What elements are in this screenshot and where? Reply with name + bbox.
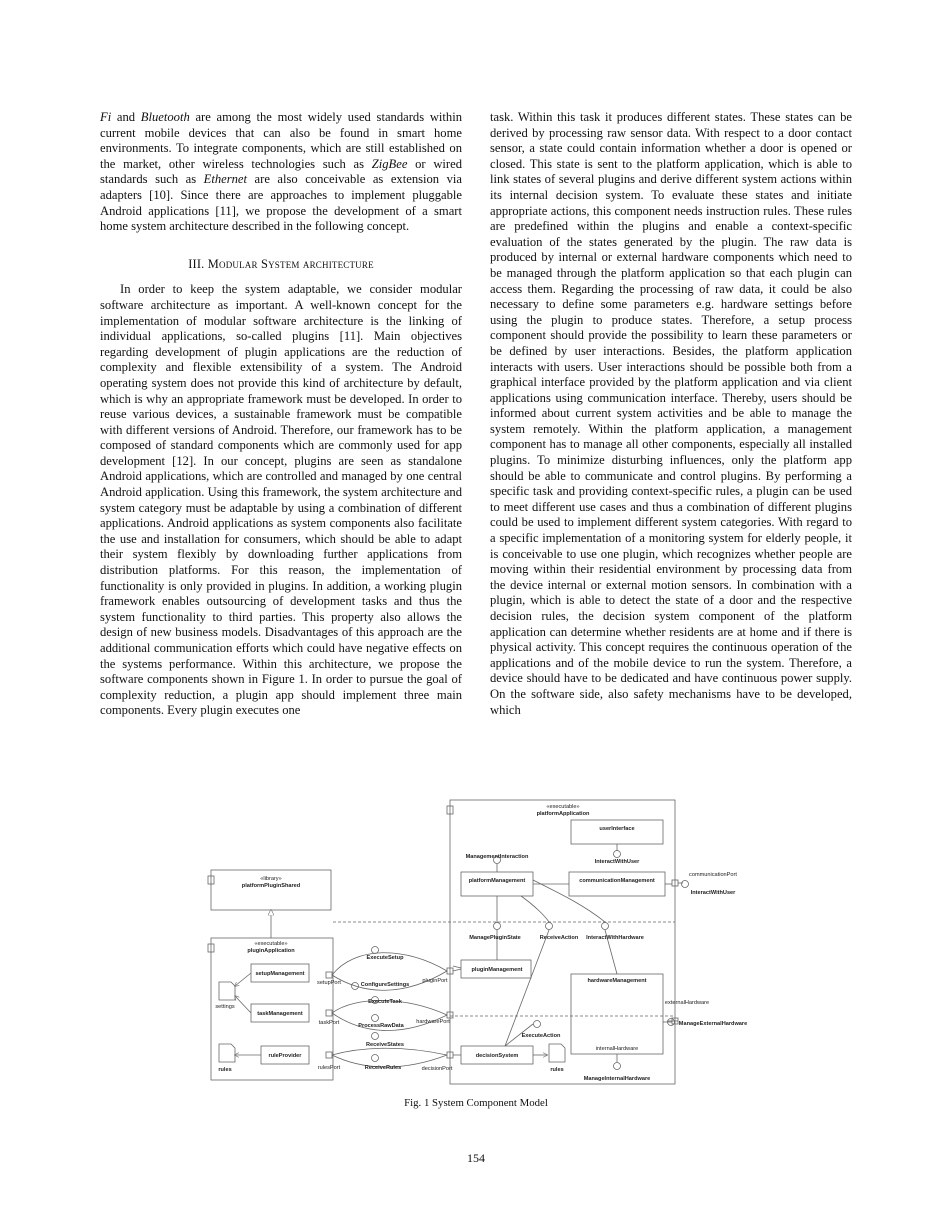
fig-process-raw-data: ProcessRawData [358,1023,404,1029]
fig-stereotype-plugin: «executable» [254,941,288,947]
hardware-management-box [571,974,663,1054]
fig-communication-port: communicationPort [689,872,737,878]
section-heading [100,257,462,273]
fig-decision-system: decisionSystem [475,1053,519,1059]
fig-platform-plugin-shared: platformPluginShared [241,883,301,889]
fig-management-interaction: ManagementInteraction [465,854,529,860]
fig-configure-settings: ConfigureSettings [360,982,410,988]
fig-interact-with-user-ext: InteractWithUser [690,890,736,896]
fig-interact-with-hardware: InteractWithHardware [586,935,644,941]
italic-term: Bluetooth [140,110,190,124]
section-paragraph: In order to keep the system adaptable, we consider modular software architecture as important. A well-known concept for the implementation of modular software architecture is the linking of individual applications, so-called plugins [11]. Main objectives regarding development of plugin applications are the reduction of complexity and flexible extensibility of a system. The Android operating system does not provide this kind of architecture by default, which is why an appropriate framework must be developed. In order to reuse various devices, a sustainable framework must be compatible with different versions of Android. Therefore, our framework has to be composed of standard components which are commonly used for app development [12]. In our concept, plugins are seen as standalone Android applications, which are controlled and managed by one central Android application. Using this framework, the system architecture and system category must be adaptable by using a combination of different applications. Android applications as system components also facilitate the use and installation for consumers, which should be able to adapt their system flexibly by downloading further applications from distribution platforms. For this reason, the implementation of functionality is only provided in plugins. In addition, a working plugin framework enables outsourcing of development tasks and thus the system functionality to third parties. This property also allows the design of new business models. Disadvantages of this approach are the additional communication efforts which could have negative effects on the systems performance. Within this architecture, we propose the software components shown in Figure 1. In order to pursue the goal of complexity reduction, a plugin app should implement three main components. Every plugin executes one [100,282,462,718]
italic-term: Ethernet [203,172,248,187]
fig-interact-with-user: InteractWithUser [594,859,640,865]
fig-manage-internal-hardware: ManageInternalHardware [583,1076,651,1082]
fig-setup-port: setupPort [317,980,341,986]
platform-application-box [450,800,675,1084]
diagram-svg [205,796,755,1088]
page-number: 154 [467,1151,485,1165]
fig-plugin-application: pluginApplication [247,948,295,954]
fig-receive-action: ReceiveAction [539,935,579,941]
fig-plugin-port: pluginPort [422,978,448,984]
italic-term: Fi [100,110,112,124]
fig-plugin-management: pluginManagement [471,967,523,973]
fig-receive-states: ReceiveStates [366,1042,404,1048]
section-number: III. [188,256,208,271]
fig-user-interface: userInterface [599,826,635,832]
fig-rules-plugin: rules [218,1067,232,1073]
fig-task-port: taskPort [318,1020,340,1026]
fig-stereotype-library: «library» [260,876,282,882]
fig-communication-management: communicationManagement [579,878,655,884]
fig-internal-hardware: internalHardware [595,1046,639,1052]
italic-term: ZigBee [371,156,408,171]
fig-platform-application: platformApplication [536,811,590,817]
intro-text-run: or wired standards such as [100,156,462,187]
intro-text-run: are among the most widely used standards within current mobile devices that can also be found in smart home environments. To integrate components, which are still established on the market, other wireless technologies such as [100,110,463,171]
fig-receive-rules: ReceiveRules [364,1065,402,1071]
fig-hardware-port: hardwarePort [416,1019,450,1025]
fig-manage-plugin-state: ManagePluginState [469,935,521,941]
intro-text-run: and [111,110,141,124]
fig-execute-action: ExecuteAction [521,1033,561,1039]
figure-caption: Fig. 1 System Component Model [404,1097,548,1109]
fig-stereotype-platform: «executable» [546,804,580,810]
platform-management-box [461,872,533,896]
fig-platform-management: platformManagement [468,878,526,884]
fig-execute-setup: ExecuteSetup [366,955,404,961]
intro-text-run: are also conceivable as extension via adapters [10]. Since there are approaches to implement pluggable Android applications [11], we propose the development of a smart home system architecture described in the following concept. [100,172,462,234]
system-component-diagram [205,796,755,1088]
user-interface-box [571,820,663,844]
intro-paragraph [100,110,462,235]
fig-decision-port: decisionPort [421,1066,453,1072]
right-paragraph: task. Within this task it produces different states. These states can be derived by processing raw sensor data. With respect to a door contact sensor, a state could contain information whether a door is opened or closed. This state is sent to the platform application, which is able to link states of several plugins and derive different system actions within its internal decision system. To evaluate these states and initiate appropriate actions, this component needs instruction rules. These rules are predefined within the plugins and enable a context-specific evaluation of the states generated by the plugin. The raw data is produced by internal or external hardware components which need to be managed through the platform application so that each plugin can access them. Regarding the processing of raw data, it could be also necessary to define some parameters e.g. hardware settings before using the plugin to produce states. Therefore, a setup process component should provide the possibility to learn these parameters or be defined by user interactions. Besides, the platform application interacts with users. User interactions should be possible both from a graphical interface provided by the platform application and via client applications using communication interface. Thereby, users should be informed about current system activities and be able to manage the system remotely. Within the platform application, a management component has to manage all other components, especially all installed plugins. To minimize disturbing influences, only the platform app should be able to communicate and control plugins. By performing a specific task and providing context-specific rules, a plugin can be used to meet different use cases and thus a combination of different plugins could be used to implement different system categories. With regard to a specific implementation of a monitoring system for elderly people, it is conceivable to use one plugin, which recognizes whether people are moving within their residential environment by processing data from the device internal or external motion sensors. In combination with a plugin, which is able to detect the state of a door and the respective decision rules, the decision system component of the platform application can determine whether residents are at home and if there is physical activity. This concept requires the continuous operation of the applications and of the mobile device to run the system. Therefore, a device should have to be dedicated and have continuous power supply. On the software side, also safety mechanisms have to be developed, which [490,110,852,717]
right-column [490,110,852,718]
fig-execute-task: ExecuteTask [368,999,402,1005]
fig-setup-management: setupManagement [255,971,305,977]
communication-management-box [569,872,665,896]
fig-settings: settings [215,1004,235,1010]
fig-rule-provider: ruleProvider [268,1053,302,1059]
fig-external-hardware: externalHardware [664,1000,710,1006]
fig-rules-port: rulesPort [317,1065,341,1071]
fig-rules-platform: rules [550,1067,564,1073]
fig-manage-external-hardware: ManageExternalHardware [678,1021,748,1027]
fig-hardware-management: hardwareManagement [587,978,647,984]
fig-task-management: taskManagement [257,1011,303,1017]
left-column [100,110,462,719]
section-title-text: Modular System architecture [207,256,374,271]
